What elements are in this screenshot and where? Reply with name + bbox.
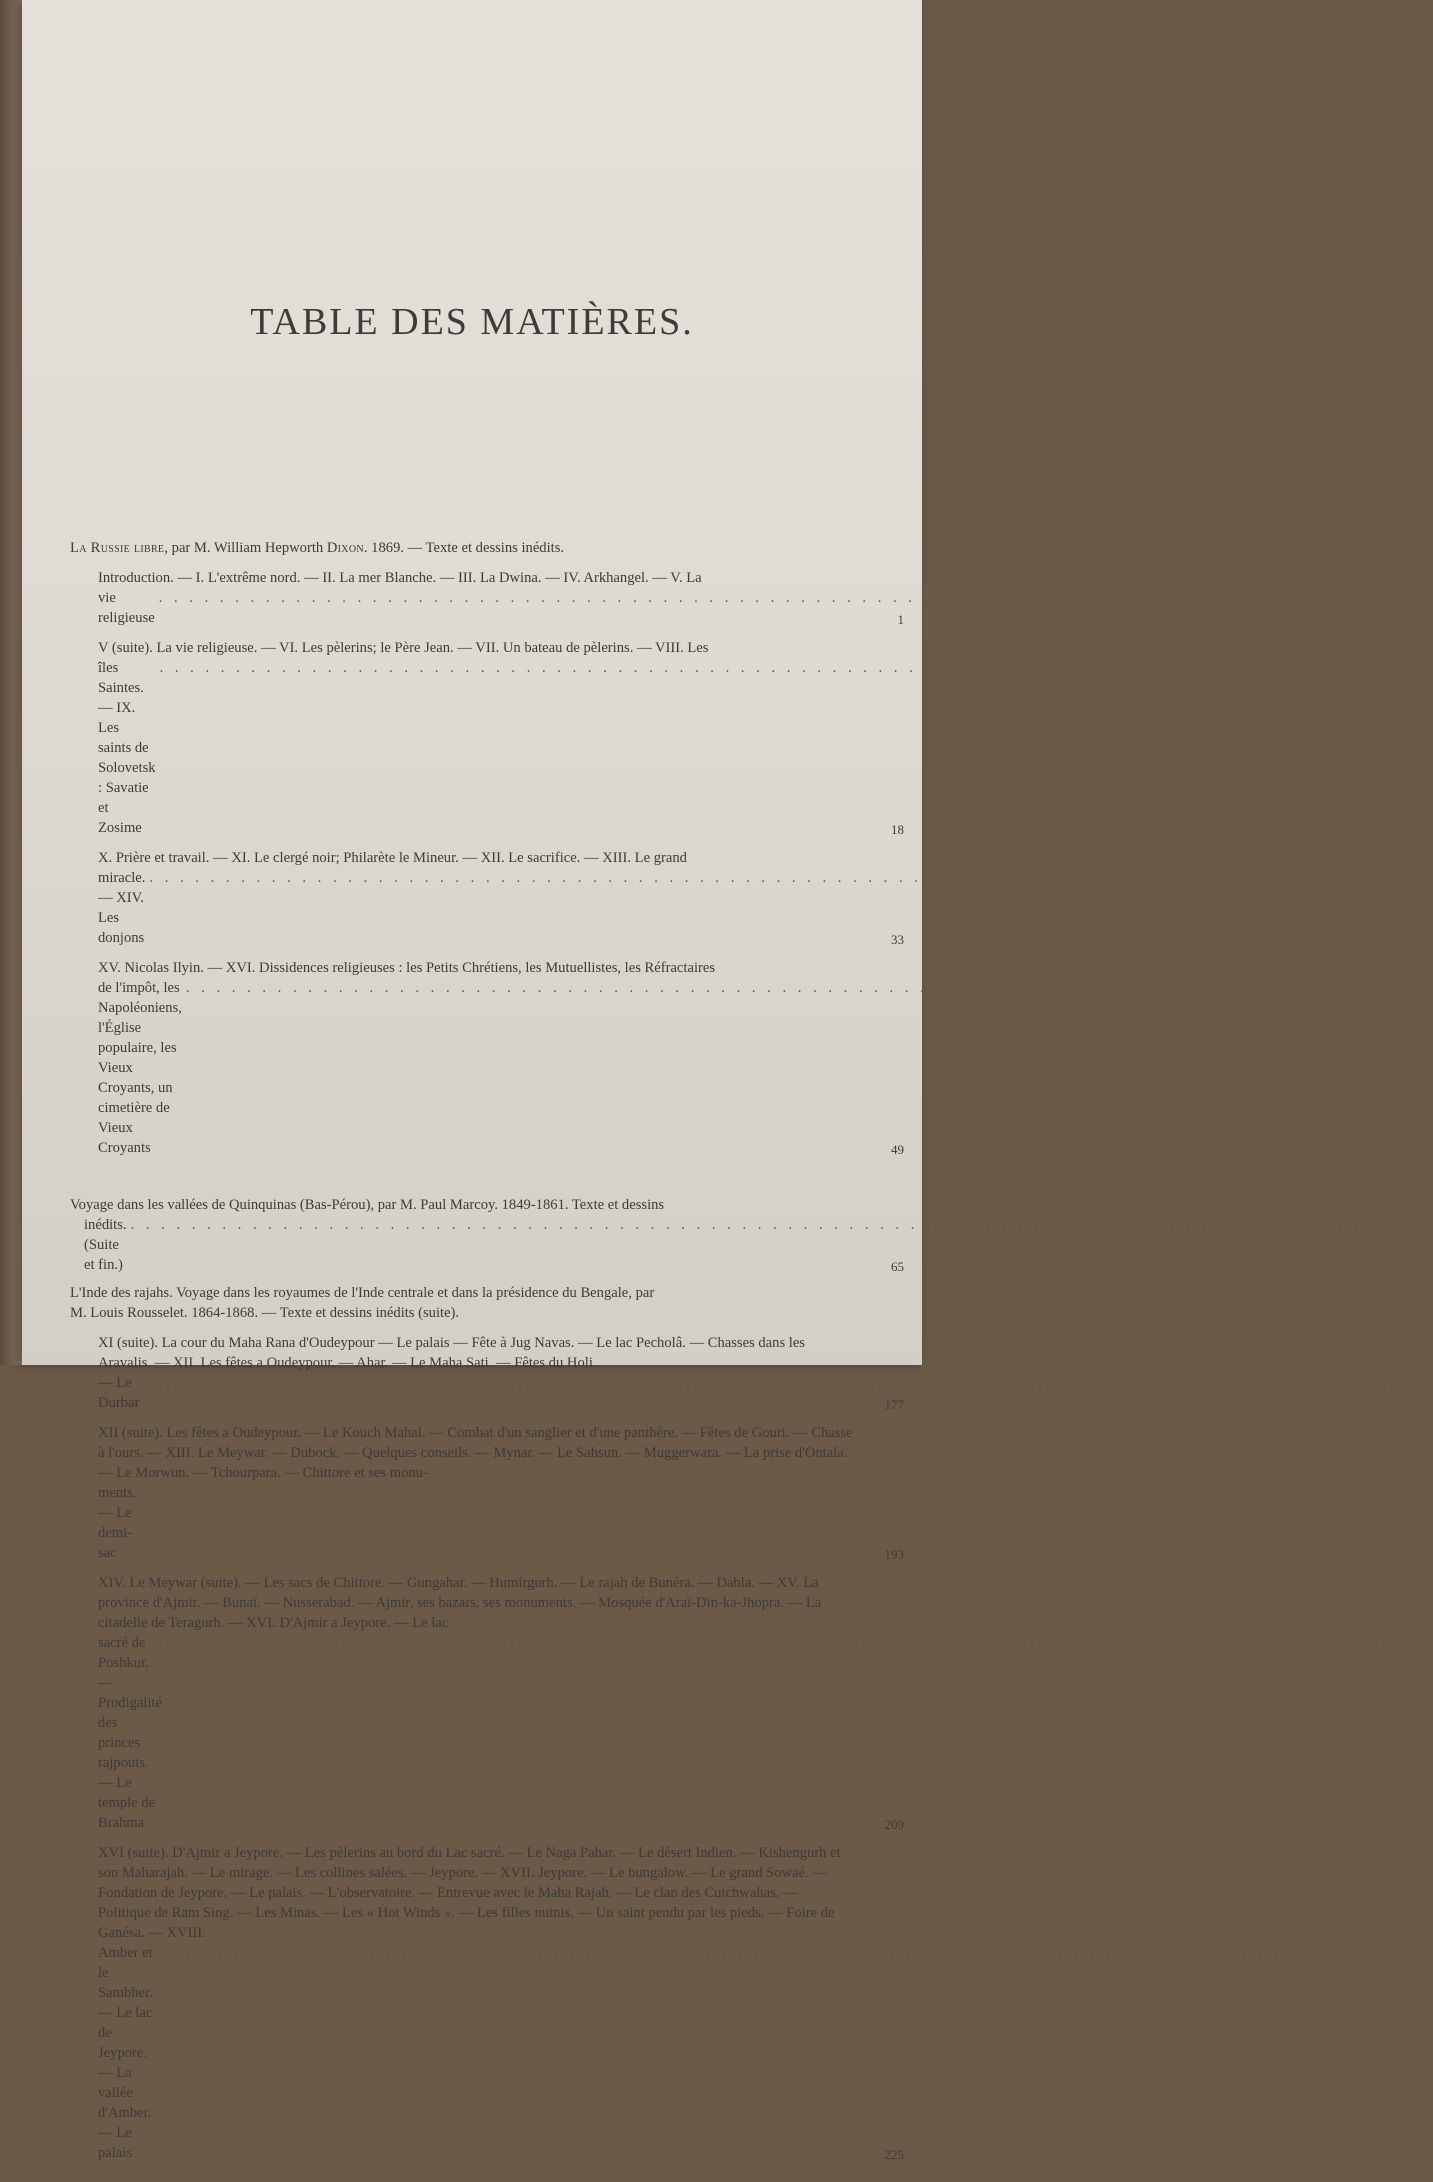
- toc-section-russie: [70, 538, 1433, 1158]
- heading-line: M. Louis Rousselet. 1864-1868. — Texte et dessins inédits (suite).: [70, 1305, 460, 1321]
- toc-entry: [98, 958, 1433, 1158]
- entry-text: XV. Nicolas Ilyin. — XVI. Dissidences religieuses : les Petits Chrétiens, les Mutuellistes, les Réfractaires: [98, 960, 716, 976]
- toc-section-inde: [70, 1283, 1413, 2163]
- page-number: 65: [891, 1259, 904, 1274]
- leader-dots: . . . . . . . . . . . . . . . . . . . . . . . . . . . . . . . . . . . . . . . . . . . . . . . . . . . . . . . . . . . . . . . . . . . . . . . . . . . . . . . . . .: [156, 1945, 1404, 1961]
- heading-author: Dixon: [326, 540, 364, 556]
- heading-title: La Russie libre: [70, 540, 165, 556]
- entry-text-last: vie religieuse: [98, 590, 155, 626]
- entry-text-last: sacré de Poshkur. — Prodigalité des princes rajpouts. — Le temple de Brahma: [98, 1635, 163, 1831]
- section-heading: [70, 538, 854, 558]
- leader-dots: . . . . . . . . . . . . . . . . . . . . . . . . . . . . . . . . . . . . . . . . . . . . . . . . . . . . . . . . . . . . . . . . . . . . . . . . . . . . . . . . . .: [158, 590, 1406, 606]
- entry-text-last: de l'impôt, les Napoléoniens, l'Église populaire, les Vieux Croyants, un cimetière de Vieux Croyants: [98, 980, 182, 1156]
- page-number: 18: [891, 822, 904, 837]
- toc-entry: [98, 568, 1406, 628]
- page-number: 1: [897, 612, 904, 627]
- entry-text: XII (suite). Les fêtes a Oudeypour. — Le Kouch Mahal. — Combat d'un sanglier et d'une panthère. — Fêtes de Gouri. — Chasse à l'ours. — XIII. Le Meywar. — Dubock. — Quelques conseils. — Mynar. — Le Sahsun. — Muggerwara. — La prise d'Ontala. — Le Morwun. — Tchourpara. — Chittore et ses monu-: [98, 1425, 853, 1481]
- toc-section-quinquinas: [70, 1195, 1378, 1275]
- entry-text-last: — Le Durbar: [98, 1375, 140, 1411]
- heading-text: . 1869. — Texte et dessins inédits.: [363, 540, 565, 556]
- entry-text: XI (suite). La cour du Maha Rana d'Oudeypour — Le palais — Fête à Jug Navas. — Le lac Pecholâ. — Chasses dans les Aravalis. — XII. Les fêtes a Oudeypour. — Ahar. — Le Maha Sati. — Fêtes du Holi.: [98, 1335, 805, 1371]
- leader-dots: . . . . . . . . . . . . . . . . . . . . . . . . . . . . . . . . . . . . . . . . . . . . . . . . . . . . . . . . . . . . . . . . . . . . . . . . . . . . . . . . . .: [143, 1375, 1391, 1391]
- page-number: 49: [891, 1142, 904, 1157]
- entry-text-last: inédits. (Suite et fin.): [84, 1217, 127, 1273]
- entry-text: XIV. Le Meywar (suite). — Les sacs de Chittore. — Gungahar. — Humirgurh. — Le rajah de Bunéra. — Dabla. — XV. La province d'Ajmir. — Bunaï. — Nusserabad. — Ajmir, ses bazars, ses monuments. — Mosquée d'Araï-Dïn-ka-Jhopra. — La citadelle de Teragurh. — XVI. D'Ajmir a Jeypore. — Le lac: [98, 1575, 822, 1631]
- entry-text: Introduction. — I. L'extrême nord. — II. La mer Blanche. — III. La Dwina. — IV. Arkhangel. — V. La: [98, 570, 702, 586]
- page-number: 177: [884, 1397, 904, 1412]
- entry-text: XVI (suite). D'Ajmir a Jeypore. — Les pèlerins au bord du Lac sacré. — Le Naga Pahar. — Le désert Indien. — Kishengurh et son Maharajah. — Le mirage. — Les collines salées. — Jeypore. — XVII. Jeypore. — Le bungalow. — Le grand Sowaé. — Fondation de Jeypore. — Le palais. — L'observatoire. — Entrevue avec le Maha Rajah. — Le clan des Cutchwahas. — Politique de Ram Sing. — Les Minas. — Les « Hot Winds ». — Les filles nutnis. — Un saint pendu par les pieds. — Foire de Ganésa. — XVIII.: [98, 1845, 841, 1941]
- leader-dots: . . . . . . . . . . . . . . . . . . . . . . . . . . . . . . . . . . . . . . . . . . . . . . . . . . . . . . . . . . . . . . . . . . . . . . . . . . . . . . . . . .: [159, 660, 1407, 676]
- document-page: [22, 0, 1433, 2162]
- toc-entry: [98, 1843, 1404, 2163]
- leader-dots: . . . . . . . . . . . . . . . . . . . . . . . . . . . . . . . . . . . . . . . . . . . . . . . . . . . . . . . . . . . . . . . . . . . . . . . . . . . . . . . . . .: [140, 1485, 1388, 1501]
- page-number: 209: [884, 1817, 904, 1832]
- leader-dots: . . . . . . . . . . . . . . . . . . . . . . . . . . . . . . . . . . . . . . . . . . . . . . . . . . . . . . . . . . . . . . . . . . . . . . . . . . . . . . . . . .: [149, 870, 1397, 886]
- leader-dots: . . . . . . . . . . . . . . . . . . . . . . . . . . . . . . . . . . . . . . . . . . . . . . . . . . . . . . . . . . . . . . . . . . . . . . . . . . . . . . . . . .: [185, 980, 1433, 996]
- heading-line: L'Inde des rajahs. Voyage dans les royaumes de l'Inde centrale et dans la présidence du Bengale, par: [70, 1285, 655, 1301]
- heading-text: , par M. William Hepworth: [164, 540, 327, 556]
- section-heading: [70, 1283, 854, 1323]
- leader-dots: . . . . . . . . . . . . . . . . . . . . . . . . . . . . . . . . . . . . . . . . . . . . . . . . . . . . . . . . . . . . . . . . . . . . . . . . . . . . . . . . . .: [130, 1217, 1378, 1233]
- toc-entry: [98, 1573, 1413, 1833]
- entry-text-last: Amber et le Sambher. — Le lac de Jeypore. — La vallée d'Amber. — Le palais: [98, 1945, 153, 2161]
- page-number: 225: [884, 2147, 904, 2162]
- toc-entry: [98, 1333, 1391, 1413]
- entry-text: V (suite). La vie religieuse. — VI. Les pèlerins; le Père Jean. — VII. Un bateau de pèlerins. — VIII. Les: [98, 640, 709, 656]
- entry-text-last: îles Saintes. — IX. Les saints de Solovetsk : Savatie et Zosime: [98, 660, 156, 836]
- toc-entry: [98, 1423, 1388, 1563]
- page-title: TABLE DES MATIÈRES.: [250, 301, 694, 343]
- entry-text: X. Prière et travail. — XI. Le clergé noir; Philarète le Mineur. — XII. Le sacrifice. — XIII. Le grand: [98, 850, 687, 866]
- entry-text-last: miracle. — XIV. Les donjons: [98, 870, 146, 946]
- entry-text-last: ments. — Le demi-sac: [98, 1485, 137, 1561]
- toc-entry: [98, 848, 1397, 948]
- table-of-contents: [70, 538, 1433, 2182]
- section-heading: Voyage dans les vallées de Quinquinas (Bas-Pérou), par M. Paul Marcoy. 1849-1861. Texte et dessins: [70, 1197, 665, 1213]
- page-number: 193: [884, 1547, 904, 1562]
- toc-entry: [98, 638, 1407, 838]
- leader-dots: . . . . . . . . . . . . . . . . . . . . . . . . . . . . . . . . . . . . . . . . . . . . . . . . . . . . . . . . . . . . . . . . . . . . . . . . . . . . . . . . . .: [166, 1635, 1413, 1651]
- page-number: 33: [891, 932, 904, 947]
